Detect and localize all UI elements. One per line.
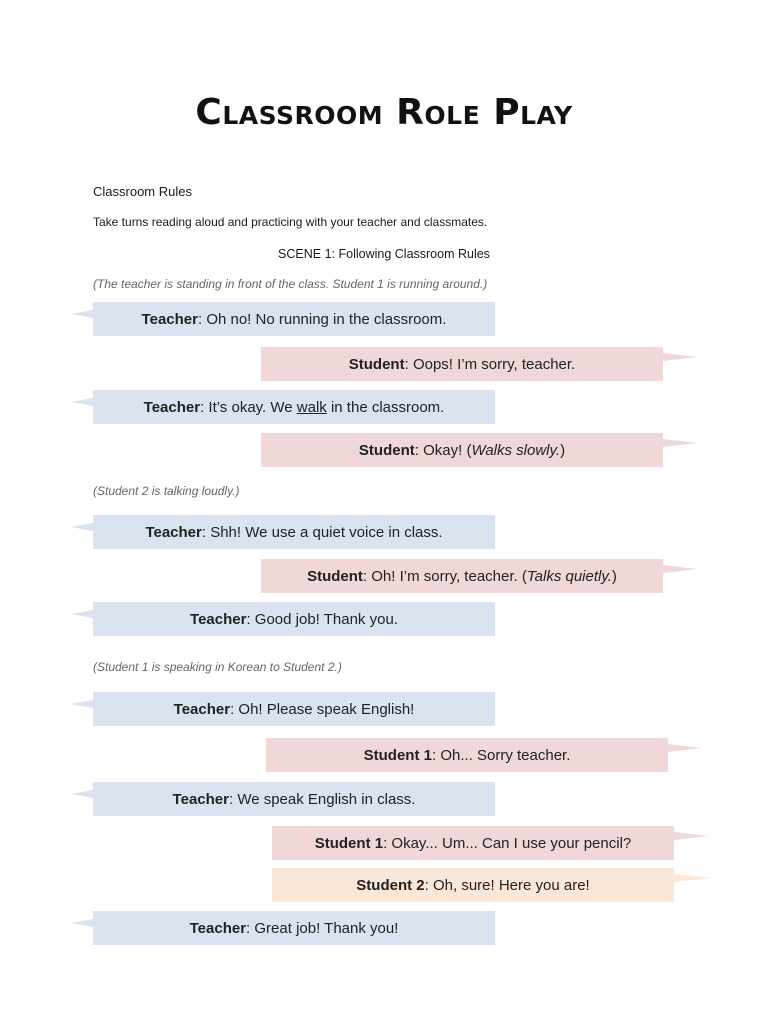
speaker-label: Student 1 (363, 746, 432, 764)
student-bubble: Student : Oh! I’m sorry, teacher. ( Talks quietly. ) (261, 559, 663, 593)
teacher-bubble: Teacher : Great job! Thank you! (93, 911, 495, 945)
underlined-word: walk (296, 398, 327, 416)
speaker-label: Student (307, 567, 363, 585)
dialogue-line: ) (611, 567, 617, 585)
speaker-label: Teacher (173, 700, 231, 718)
dialogue-line: Oh... Sorry teacher. (440, 746, 571, 764)
dialogue-line: Okay... Um... Can I use your pencil? (391, 834, 632, 852)
stage-action: Talks quietly. (526, 567, 612, 585)
dialogue-line: Oh! Please speak English! (238, 700, 415, 718)
speaker-label: Teacher (145, 523, 202, 541)
instructions-text: Take turns reading aloud and practicing with your teacher and classmates. (93, 215, 488, 229)
teacher-bubble: Teacher : It’s okay. We walk in the classroom. (93, 390, 495, 424)
scene-title: SCENE 1: Following Classroom Rules (278, 247, 490, 261)
student-bubble: Student : Okay! ( Walks slowly. ) (261, 433, 663, 467)
dialogue-line: Oops! I’m sorry, teacher. (412, 355, 576, 373)
teacher-bubble: Teacher : Good job! Thank you. (93, 602, 495, 636)
speaker-label: Student (358, 441, 415, 459)
speaker-label: Teacher (143, 398, 201, 416)
dialogue-line: We speak English in class. (237, 790, 416, 808)
teacher-bubble: Teacher : Oh! Please speak English! (93, 692, 495, 726)
dialogue-line: Oh, sure! Here you are! (432, 876, 590, 894)
stage-direction-1: (The teacher is standing in front of the class. Student 1 is running around.) (93, 277, 488, 291)
dialogue-line: Oh! I’m sorry, teacher. ( (371, 567, 527, 585)
stage-direction-3: (Student 1 is speaking in Korean to Student 2.) (93, 660, 342, 674)
teacher-bubble: Teacher : We speak English in class. (93, 782, 495, 816)
speaker-label: Teacher (172, 790, 229, 808)
dialogue-line: Okay! ( (423, 441, 472, 459)
speaker-label: Teacher (189, 919, 247, 937)
stage-action: Walks slowly. (471, 441, 561, 459)
dialogue-line: ) (560, 441, 566, 459)
dialogue-line: It’s okay. We (208, 398, 297, 416)
section-heading: Classroom Rules (93, 184, 192, 199)
teacher-bubble: Teacher : Shh! We use a quiet voice in class. (93, 515, 495, 549)
stage-direction-2: (Student 2 is talking loudly.) (93, 484, 240, 498)
student-1-bubble: Student 1 : Oh... Sorry teacher. (266, 738, 668, 772)
teacher-bubble: Teacher : Oh no! No running in the classroom. (93, 302, 495, 336)
dialogue-line: Oh no! No running in the classroom. (206, 310, 447, 328)
speaker-label: Teacher (190, 610, 247, 628)
speaker-label: Student 2 (356, 876, 425, 894)
dialogue-line: in the classroom. (326, 398, 445, 416)
student-bubble: Student : Oops! I’m sorry, teacher. (261, 347, 663, 381)
speaker-label: Teacher (141, 310, 198, 328)
dialogue-line: Shh! We use a quiet voice in class. (210, 523, 443, 541)
dialogue-line: Good job! Thank you. (254, 610, 398, 628)
speaker-label: Student 1 (314, 834, 384, 852)
page-title: Classroom Role Play (195, 92, 573, 133)
student-2-bubble: Student 2 : Oh, sure! Here you are! (272, 868, 674, 902)
speaker-label: Student (348, 355, 405, 373)
student-1-bubble: Student 1 : Okay... Um... Can I use your pencil? (272, 826, 674, 860)
dialogue-line: Great job! Thank you! (254, 919, 399, 937)
